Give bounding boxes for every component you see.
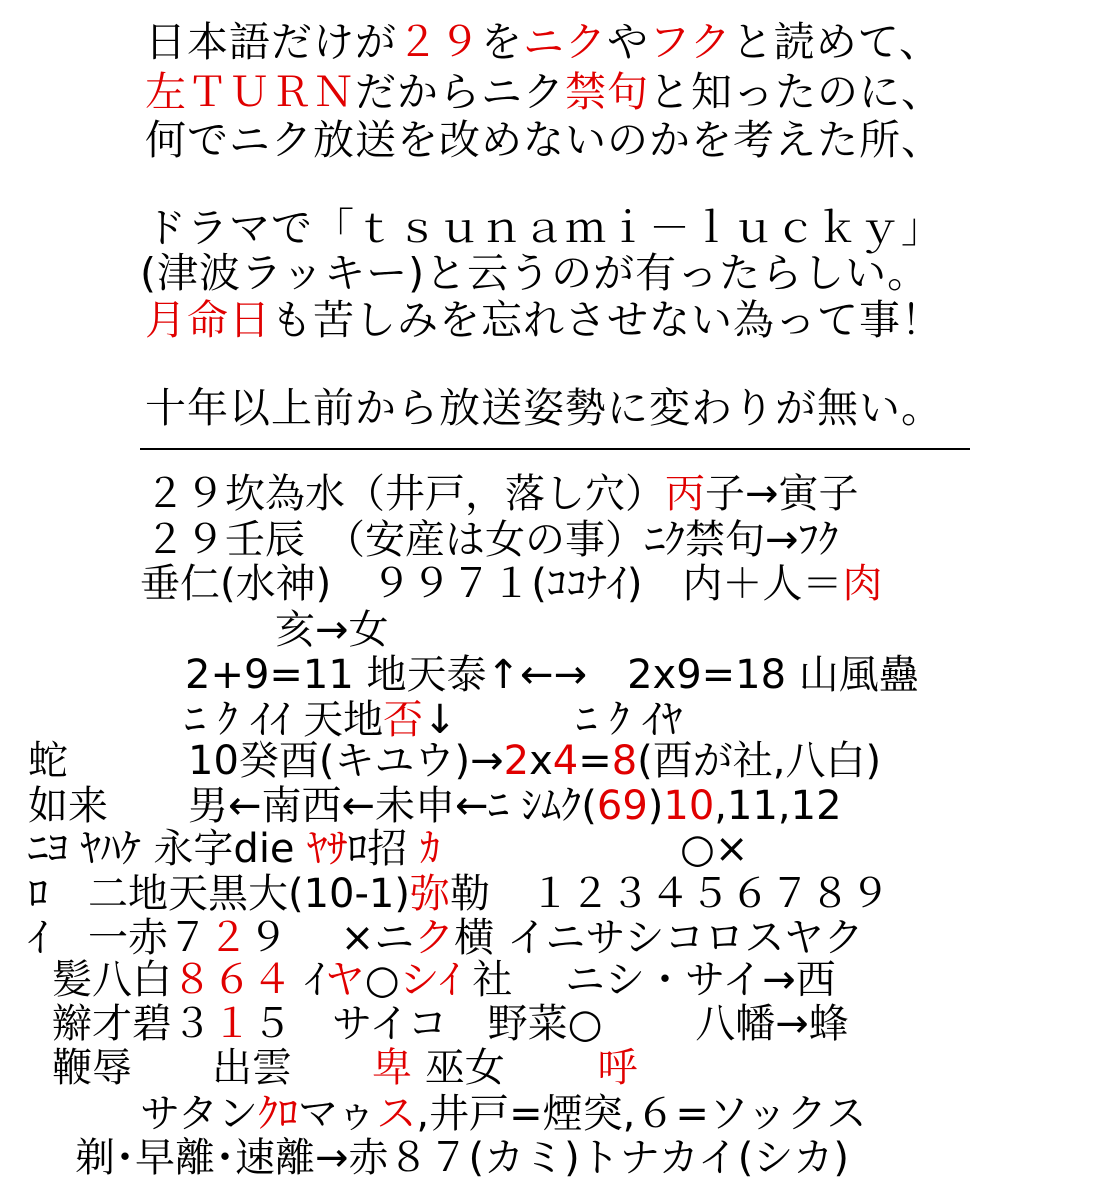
note-line-7: [28, 738, 882, 784]
note-line-3: [140, 561, 883, 607]
text-segment: ｲ 一赤７: [28, 915, 208, 961]
highlighted-text: ヤ: [324, 957, 365, 1003]
divider-rule: [140, 448, 970, 450]
text-segment: (酉が社,八白): [637, 738, 882, 784]
text-segment: 蛇 10癸酉(キユウ)→: [28, 738, 504, 784]
text-segment: ５ サイコ 野菜○ 八幡→蜂: [252, 1001, 849, 1047]
highlighted-text: 4: [552, 738, 579, 784]
text-segment: 社 ニシ・サイ→西: [459, 957, 836, 1003]
text-segment: ｲ: [292, 957, 325, 1003]
text-segment: ９ ×ニ: [248, 915, 415, 961]
highlighted-text: ニク: [523, 18, 607, 66]
highlighted-text: 69: [596, 783, 648, 829]
text-segment: ○: [364, 957, 400, 1003]
text-segment: ﾛ招: [347, 826, 420, 872]
note-line-10: [28, 871, 890, 917]
highlighted-text: シｲ: [399, 957, 460, 1003]
highlighted-text: ２: [208, 915, 248, 961]
highlighted-text: 卑: [372, 1045, 412, 1091]
highlighted-text: ｶ: [419, 826, 440, 872]
highlighted-text: ｸﾛ: [258, 1091, 298, 1137]
note-line-14: [52, 1045, 638, 1091]
text-segment: を: [481, 18, 523, 66]
text-segment: ): [647, 783, 664, 829]
text-segment: や: [607, 18, 649, 66]
text-segment: 子→寅子: [705, 471, 859, 517]
text-segment: 垂仁(水神) ９９７１(ｺｺﾅｲ) 内＋人＝: [140, 561, 843, 607]
text-segment: 鞭辱 出雲: [52, 1045, 372, 1091]
note-line-16: [75, 1135, 849, 1181]
text-segment: ドラマで「ｔｓｕｎａｍｉ－ｌｕｃｋｙ」: [145, 204, 943, 252]
text-segment: ○×: [439, 826, 749, 872]
highlighted-text: 否: [383, 697, 424, 743]
text-segment: 辮才碧３: [52, 1001, 212, 1047]
note-line-13: [52, 1001, 849, 1047]
highlighted-text: フク: [649, 18, 732, 66]
note-line-11: [28, 915, 864, 961]
highlighted-text: 2: [503, 738, 530, 784]
highlighted-text: 呼: [597, 1045, 638, 1091]
highlighted-text: 肉: [842, 561, 883, 607]
intro-line-3: [145, 116, 943, 164]
note-line-1: [145, 471, 859, 517]
text-segment: だからニク: [355, 68, 565, 116]
highlighted-text: 禁句: [565, 68, 649, 116]
text-segment: 2+9=11 地天泰↑←→ 2x9=18 山風蠱: [185, 652, 919, 698]
highlighted-text: ﾔｻ: [307, 826, 348, 872]
text-segment: ２９壬辰 （安産は女の事）ﾆｸ禁句→ﾌｸ: [145, 517, 839, 563]
text-segment: 横 イニサシコロスヤク: [454, 915, 864, 961]
text-segment: ﾛ 二地天黒大(10-1): [28, 871, 410, 917]
intro-line-5: [140, 249, 930, 297]
text-segment: x: [529, 738, 553, 784]
highlighted-text: １: [212, 1001, 252, 1047]
text-segment: 何でニク放送を改めないのかを考えた所、: [145, 116, 943, 164]
text-segment: も苦しみを忘れさせない為って事！: [271, 296, 943, 344]
text-segment: 十年以上前から放送姿勢に変わりが無い。: [145, 384, 943, 432]
text-segment: (津波ラッキー)と云うのが有ったらしい。: [140, 249, 930, 297]
text-segment: 剃･早離･速離→赤８７(カミ)トナカイ(シカ): [75, 1135, 849, 1181]
note-line-6: [185, 697, 683, 743]
highlighted-text: ス: [376, 1091, 417, 1137]
note-line-4: [275, 607, 389, 653]
highlighted-text: 弥: [410, 871, 450, 917]
note-line-5: [185, 652, 919, 698]
text-segment: ﾆ ｸ ｲｲ 天地: [185, 697, 384, 743]
text-segment: 巫女: [412, 1045, 598, 1091]
intro-line-4: [145, 204, 943, 252]
note-line-15: [140, 1091, 867, 1137]
text-segment: ﾆﾖ ﾔﾊｹ 永字die: [28, 826, 308, 872]
highlighted-text: 左ＴＵＲＮ: [145, 68, 355, 116]
highlighted-text: ２９: [397, 18, 481, 66]
highlighted-text: 丙: [665, 471, 705, 517]
intro-line-2: [145, 68, 943, 116]
text-segment: 勒 １２３４５６７８９: [450, 871, 890, 917]
intro-line-1: [145, 18, 941, 66]
note-line-2: [145, 517, 839, 563]
text-segment: マゥ: [298, 1091, 377, 1137]
text-segment: ２９坎為水（井戸，落し穴）: [145, 471, 665, 517]
text-segment: ,11,12: [714, 783, 842, 829]
text-segment: と読めて、: [731, 18, 941, 66]
text-segment: 髪八白: [52, 957, 172, 1003]
note-line-8: [28, 783, 842, 829]
highlighted-text: 10: [663, 783, 715, 829]
highlighted-text: 月命日: [145, 296, 271, 344]
text-segment: 如来 男←南西←未申←ﾆ ｼﾑｸ(: [28, 783, 597, 829]
highlighted-text: ８６４: [172, 957, 292, 1003]
text-segment: ↓ ﾆ ｸ ｲﾔ: [423, 697, 683, 743]
text-segment: サタン: [140, 1091, 258, 1137]
note-line-12: [52, 957, 836, 1003]
text-segment: ,井戸=煙突,６=ソックス: [416, 1091, 867, 1137]
note-line-9: [28, 826, 749, 872]
highlighted-text: 8: [611, 738, 638, 784]
text-segment: =: [578, 738, 612, 784]
intro-line-6: [145, 296, 943, 344]
intro-line-7: [145, 384, 943, 432]
text-segment: と知ったのに、: [649, 68, 943, 116]
text-segment: 亥→女: [275, 607, 389, 653]
highlighted-text: ク: [414, 915, 455, 961]
text-segment: 日本語だけが: [145, 18, 397, 66]
